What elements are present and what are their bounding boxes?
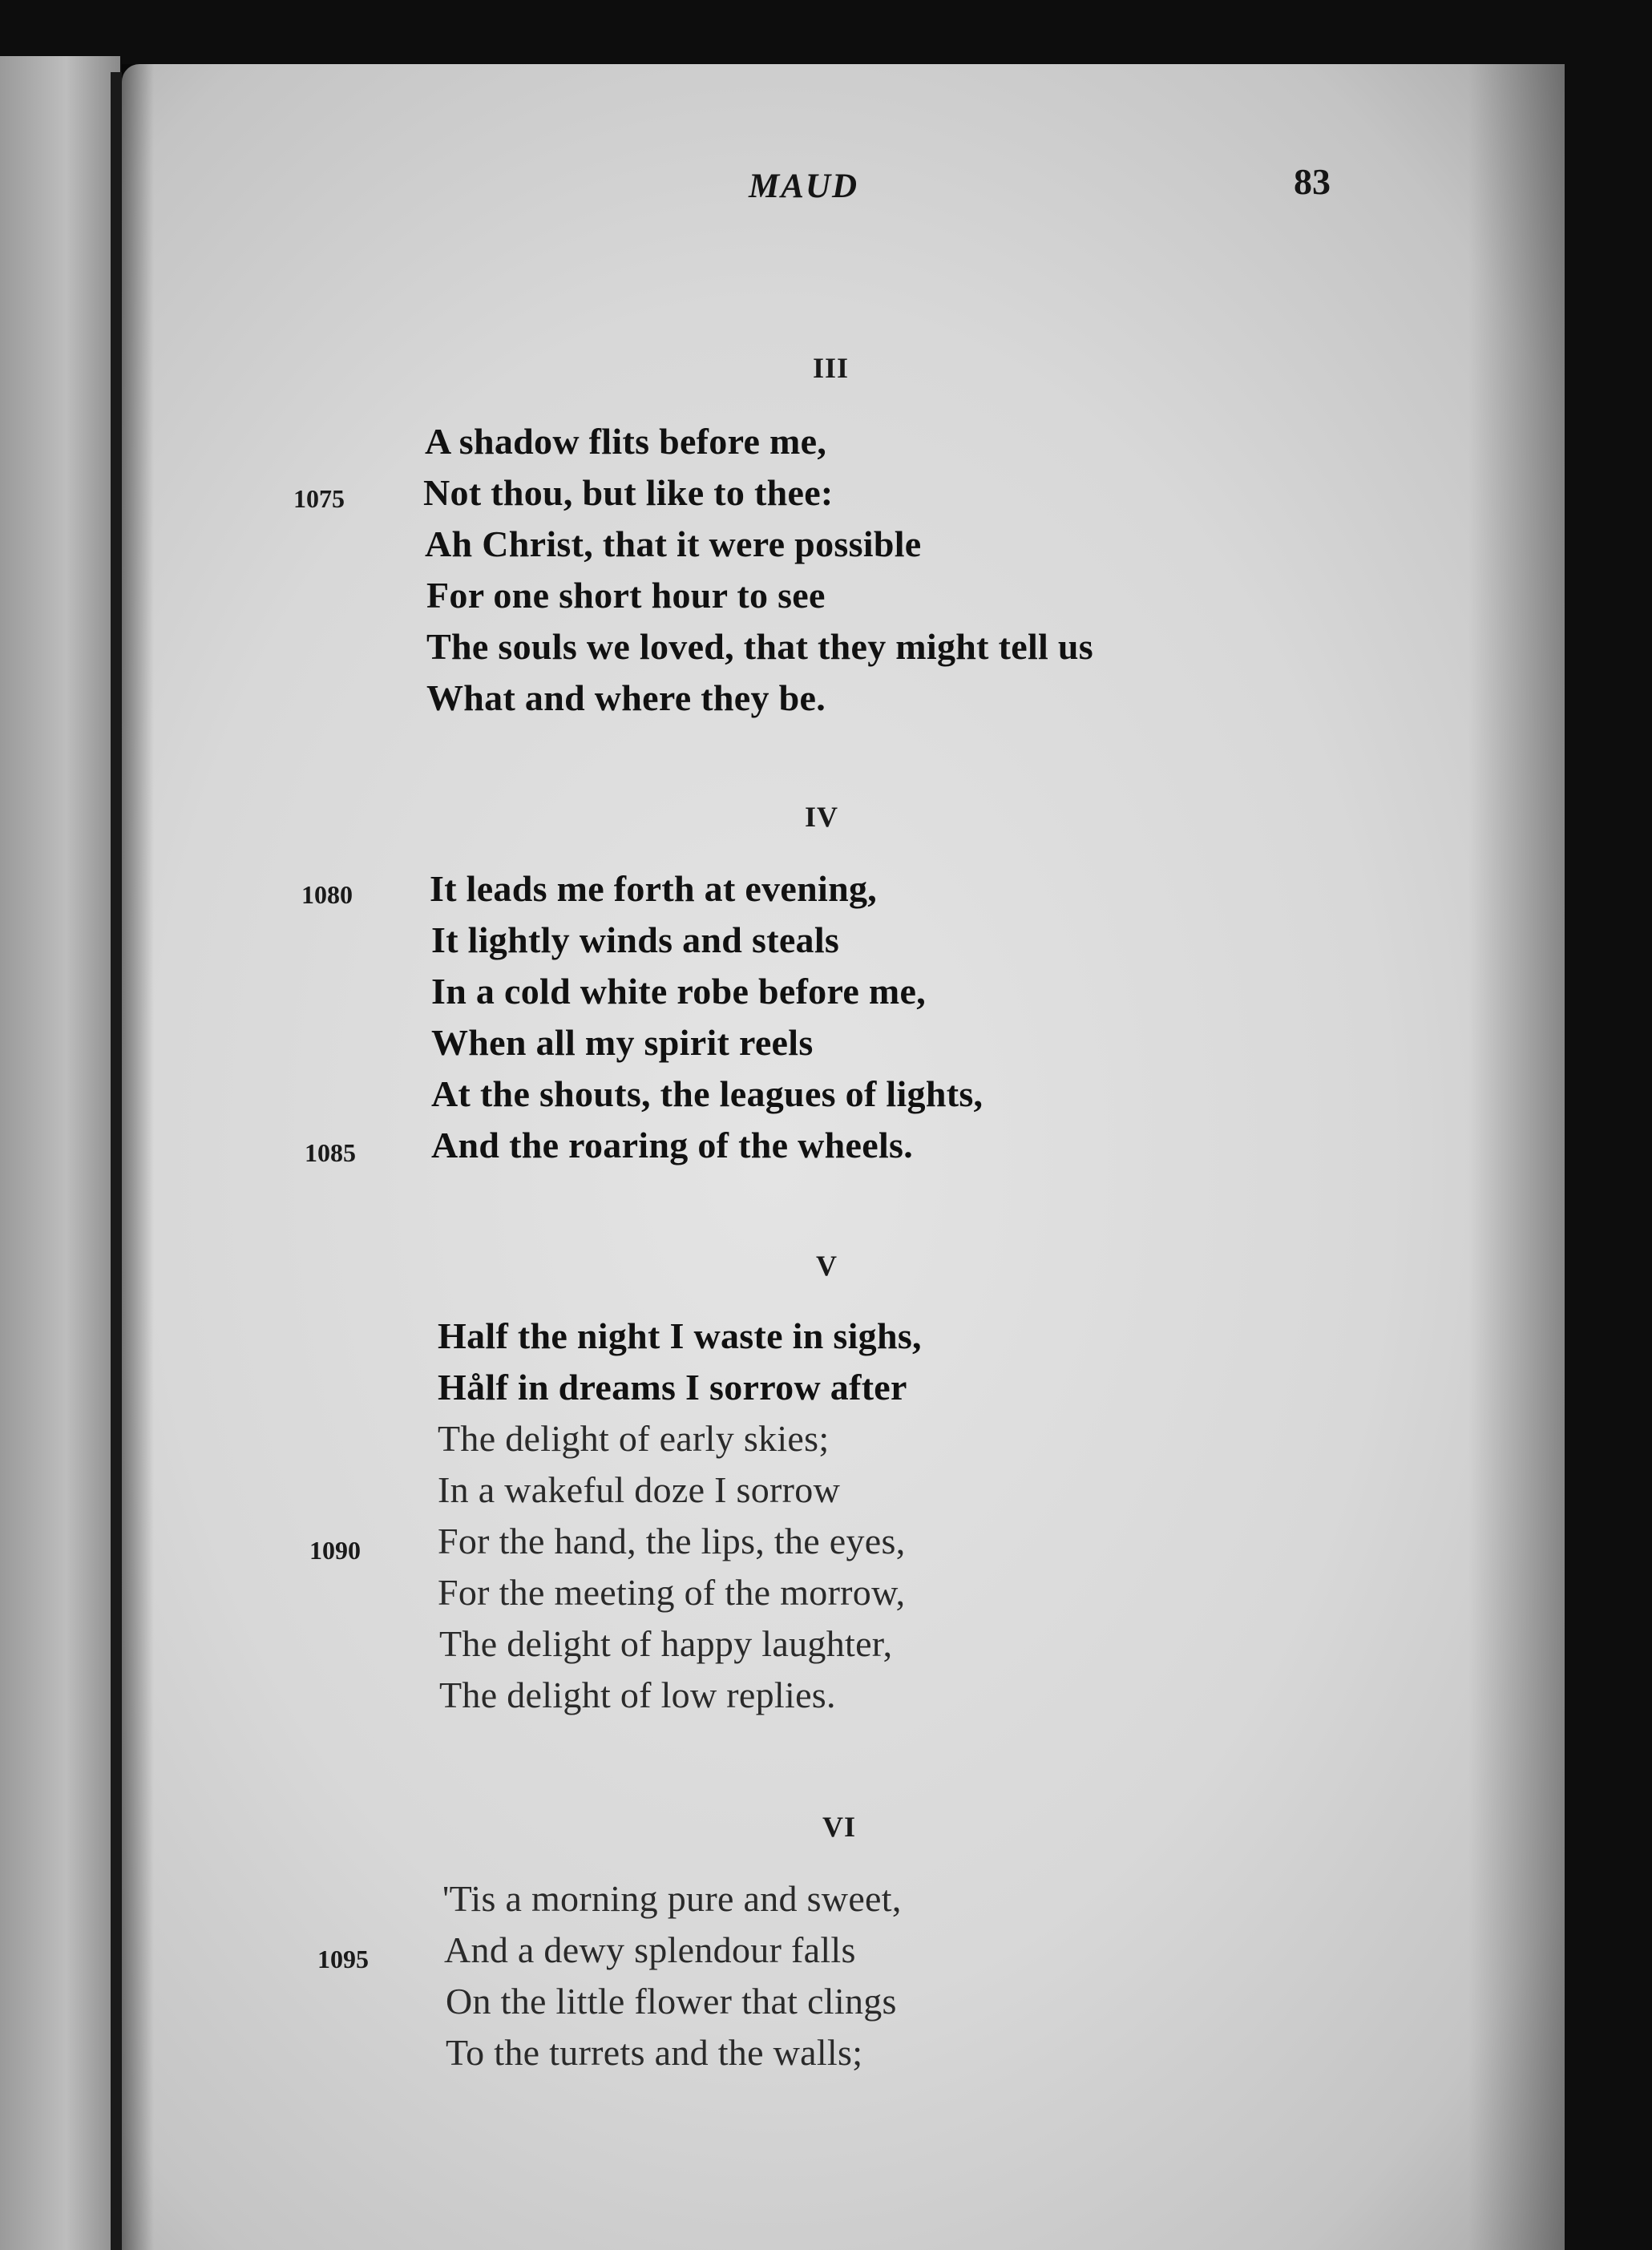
poem-line: Half the night I waste in sighs, [438,1315,922,1356]
section-numeral-vi: VI [822,1811,857,1843]
facing-page-edge [0,56,120,2250]
line-number: 1085 [305,1138,356,1167]
poem-line: In a cold white robe before me, [431,971,927,1012]
page-number: 83 [1294,161,1331,202]
poem-line: And a dewy splendour falls [444,1929,856,1970]
poem-line: The delight of early skies; [438,1418,830,1459]
poem-line: Not thou, but like to thee: [423,472,834,513]
poem-line: And the roaring of the wheels. [431,1125,914,1165]
poem-line: When all my spirit reels [431,1022,814,1063]
poem-line: For the meeting of the morrow, [438,1572,906,1613]
line-number: 1090 [309,1536,361,1565]
poem-line: The souls we loved, that they might tell us [426,626,1093,667]
poem-line: It leads me forth at evening, [430,868,878,909]
section-numeral-iv: IV [805,801,839,833]
poem-line: To the turrets and the walls; [446,2032,863,2073]
running-title: MAUD [749,168,859,205]
poem-line: Ah Christ, that it were possible [425,523,922,564]
poem-line: 'Tis a morning pure and sweet, [442,1878,902,1919]
section-numeral-v: V [816,1250,838,1282]
poem-line: A shadow flits before me, [425,421,827,462]
poem-line: The delight of happy laughter, [439,1623,893,1664]
poem-line: In a wakeful doze I sorrow [438,1469,841,1510]
page-shadow-left [122,64,154,2250]
book-page [122,64,1565,2250]
poem-line: What and where they be. [426,677,826,718]
poem-line: On the little flower that clings [446,1981,897,2022]
poem-line: It lightly winds and steals [431,919,840,960]
line-number: 1080 [301,880,353,909]
line-number: 1075 [293,484,345,513]
section-numeral-iii: III [813,352,850,384]
poem-line: For one short hour to see [426,575,826,616]
poem-line: The delight of low replies. [439,1674,836,1715]
book-gutter [111,72,122,2250]
poem-line: At the shouts, the leagues of lights, [431,1073,984,1114]
page-shadow-right [1468,64,1565,2250]
poem-line: Hålf in dreams I sorrow after [438,1367,907,1408]
poem-line: For the hand, the lips, the eyes, [438,1521,906,1561]
line-number: 1095 [317,1945,369,1973]
